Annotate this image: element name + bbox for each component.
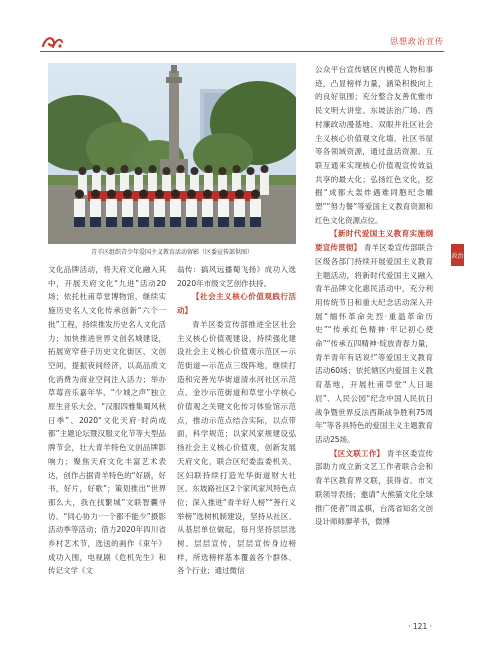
column-1-paragraph: 文化品牌活动，将天府文化融入其中，开展天府文化“九进”活动20场；依托杜甫草堂博物馆，继续实施历史名人文化传承创新“六个一批”工程，持续推发历史名人文化活力；加快推进世界文创名城建设，拓展宽窄巷子历史文化街区、文创空间，提振夜间经济，以高品质文化消费为商业空间注入活力；举办草莓音乐嘉年华、“少城之声”独立原生音乐大会、“汉服四雅集蜀风秋日季”、2020“文化天府·时尚成都”主题论坛暨汉服文化节等大型品牌节会，壮大青羊特色文创品牌影响力；聚焦天府文化丰富艺术表达，创作占据青羊特色的“好剧，好书，好片，好歌”；策划推出“世界那么大，我在找繁城”文联智囊寻访、“同心协力·一个都不能少”摄影活动季等活动；借力2020年四川省乡村艺术节，选送的画作《束午》成功入围，电视剧《危机先生》和传记文学《文	[48, 265, 166, 576]
section-heading-federation-arts: 【区文联工作】	[330, 448, 385, 458]
column-2-paragraph-core-values: 青羊区委宣传部推进全区社会主义核心价值观建设，持续强化建设社会主义核心价值观示范区—示范街道—示范点三级阵地，继续打造和完善光华街道清水河社区示范点、金沙示范街道和草堂小学核心价值观之关键文化传习体验馆示范点，推动示范点结合实际，以点带面，科学规范；以家风家规建设弘扬社会主义核心价值观，创新发展天府文化，联合区纪委监委机关、区妇联持续打造光华街道财大社区、东坡路社区2个家风家风特色点位；深入推进“青羊好人榜”“善行义举榜”选树机制建设，坚持从社区、从基层单位做起，每月坚持层层选树、层层宣传，层层宣传身边榜样，所选榜样基本覆盖各个群体、各个行业；通过微信	[177, 319, 296, 576]
text-column-1	[48, 263, 166, 623]
section-body-patriotism: 青羊区委宣传部联合区级各部门持续开展爱国主义教育主题活动，将新时代爱国主义融入青羊品牌文化惠民活动中，充分利用传统节日和重大纪念活动深入开展“缅怀革命先烈·重温革命历史”“传承红色精神·牢记初心使命”“传承五四精神·绽放青春力量，青羊青年有话说!”等爱国主义教育活动60场；依托辖区内爱国主义教育基地，开展杜甫草堂“人日诞辰”、人民公园“纪念中国人民抗日战争暨世界反法西斯战争胜利75周年”等各具特色的爱国主义主题教育活动25场。	[315, 243, 433, 444]
page-number: · 121 ·	[408, 622, 432, 631]
header-divider	[40, 51, 444, 52]
section-patriotism	[315, 227, 433, 446]
section-heading-patriotism: 【新时代爱国主义教育实施纲要宣传贯彻】	[315, 229, 433, 253]
photo-caption: 青羊区组织青少年爱国主义教育活动留影（区委宣传部供图）	[90, 249, 253, 256]
page-header-title: 思想政治宣传	[390, 37, 444, 46]
text-column-3	[315, 63, 433, 623]
column-2-paragraph-continued: 翁传：搞风远播蜀飞扬》成功入选2020年市级文艺创作扶持。	[177, 265, 296, 288]
group-photo	[48, 63, 296, 244]
section-federation-arts	[315, 447, 433, 529]
side-tab-politics: 政治	[451, 244, 464, 266]
section-heading-core-values: 【社会主义核心价值观践行活动】	[177, 292, 296, 316]
text-column-2	[177, 263, 296, 623]
section-body-federation-arts: 青羊区委宣传部助力成立新文艺工作者联合会和青羊区教育界文联，获得省、市文联领导表扬；邀请“大熊猫文化全球推广使者”周孟棋，台湾省知名文创设计师师廖孝书，微博	[315, 448, 433, 527]
column-3-paragraph-continued: 公众平台宣传辖区内模范人物和事迹，凸显榜样力量，涵染积极向上的良好氛围；充分整合友善优雅市民文明大讲堂、东坡法治广场、西村廉政动漫基地、双眼井社区社会主义核心价值观文化墙、社区书屋等各领域资源，通过盘活资源、互联互通来实现核心价值观宣传效益共享的最大化；弘扬红色文化，挖掘“成都大轰炸遇难同胞纪念雕塑”“努力餐”等爱国主义教育资源和红色文化资源点位。	[315, 65, 433, 225]
logo-icon	[40, 34, 64, 50]
